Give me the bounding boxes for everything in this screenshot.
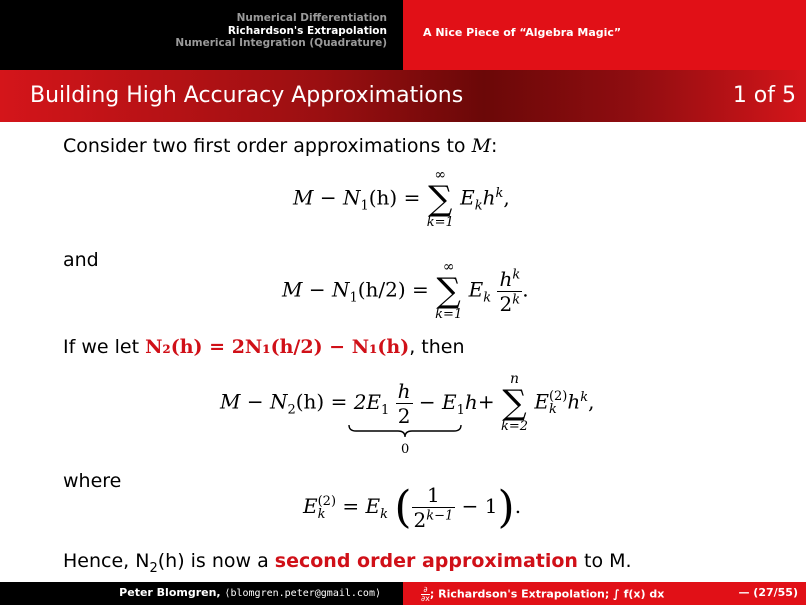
nav-section-numerical-differentiation[interactable]: Numerical Differentiation — [236, 12, 387, 24]
hence-prefix: Hence, N — [63, 550, 150, 572]
eq2-frac-den: 2 — [499, 291, 513, 316]
eq4-eq: = E — [336, 494, 381, 518]
nav-section-richardsons-extrapolation[interactable]: Richardson's Extrapolation — [227, 24, 387, 37]
eq2-frac-num-sup: k — [512, 266, 521, 282]
underbrace-icon — [348, 424, 462, 438]
eq3-term-h: h — [567, 389, 581, 414]
eq4-fraction — [412, 483, 456, 532]
eq1-sum-lower: k=1 — [426, 215, 454, 230]
equation-4 — [303, 482, 521, 533]
eq3-brace-b-sub: 1 — [456, 402, 465, 418]
subsection-panel — [403, 0, 806, 70]
frame-title: Building High Accuracy Approximations — [30, 83, 464, 108]
eq1-term-sub: k — [474, 198, 483, 214]
nav-section-numerical-integration[interactable]: Numerical Integration (Quadrature) — [175, 37, 387, 49]
eq3-lhs: M − N — [220, 389, 288, 414]
nav-subsection-algebra-magic[interactable]: A Nice Piece of “Algebra Magic” — [423, 26, 622, 39]
eq3-brace-fraction — [396, 379, 413, 428]
eq2-sum — [435, 260, 462, 322]
eq2-fraction — [497, 267, 522, 316]
eq1-term-h: h — [482, 185, 496, 210]
eq2-lhs-sub: 1 — [349, 290, 358, 306]
let-sentence — [63, 336, 465, 358]
eq3-brace-b: − E — [412, 389, 457, 414]
eq2-term: E — [468, 277, 484, 302]
eq4-lhs-sub: k — [317, 506, 326, 522]
eq3-term-sub: k — [548, 402, 557, 417]
eq2-frac-num: h — [499, 266, 513, 291]
frame-title-bar — [0, 70, 806, 122]
eq1-term: E — [460, 185, 475, 210]
intro-variable: M — [471, 135, 492, 157]
eq2-sum-lower: k=1 — [435, 307, 463, 322]
eq3-plus: + — [477, 389, 495, 414]
equation-1 — [293, 168, 510, 230]
right-paren-icon: ) — [497, 482, 515, 533]
eq2-end: . — [522, 277, 529, 302]
intro-text: Consider two first order approximations to — [63, 135, 472, 157]
eq4-minus-one: − 1 — [455, 494, 498, 518]
where-text: where — [63, 470, 122, 492]
eq4-frac-den-sup: k−1 — [426, 508, 454, 524]
eq3-term-hsup: k — [580, 389, 589, 405]
intro-colon: : — [491, 135, 498, 157]
eq4-frac-den: 2 — [413, 508, 427, 532]
footer-deriv-den: ∂x — [421, 594, 430, 603]
eq3-lhs-arg: (h) = — [295, 389, 348, 414]
let-suffix: , then — [409, 336, 465, 358]
left-paren-icon: ( — [394, 482, 412, 533]
eq2-term-sub: k — [483, 290, 492, 306]
footer-deriv-num: ∂ — [421, 586, 430, 595]
eq4-lhs: E — [303, 494, 318, 518]
eq3-brace-a: 2E — [353, 389, 382, 414]
and-text: and — [63, 249, 99, 271]
eq1-lhs-sub: 1 — [360, 198, 369, 214]
eq3-term: E — [534, 389, 549, 414]
eq1-term-sup: k — [495, 185, 504, 201]
let-definition-highlight: N₂(h) = 2N₁(h/2) − N₁(h) — [145, 336, 410, 358]
footer-topic — [421, 586, 664, 605]
eq2-frac-den-sup: k — [512, 291, 521, 307]
eq4-frac-num: 1 — [412, 483, 456, 508]
hence-sentence — [63, 550, 632, 576]
hence-suffix: to M. — [577, 550, 632, 572]
footer-author — [0, 582, 403, 605]
navigation-bar — [0, 0, 806, 70]
footer-author-name: Peter Blomgren, — [119, 586, 225, 599]
equation-2 — [282, 260, 529, 322]
eq1-sum-upper: ∞ — [434, 167, 447, 183]
eq2-lhs: M − N — [282, 277, 350, 302]
eq3-end: , — [588, 389, 595, 414]
hence-arg: (h) is now a — [157, 550, 275, 572]
sigma-icon: ∑ — [436, 271, 461, 311]
section-list — [0, 0, 403, 70]
eq4-lhs-sup: (2) — [317, 493, 337, 509]
eq1-sum — [427, 168, 454, 230]
hence-highlight: second order approximation — [274, 550, 578, 572]
hence-sub: 2 — [149, 560, 158, 576]
footer-info — [403, 582, 806, 605]
footer-bar — [0, 582, 806, 605]
let-prefix: If we let — [63, 336, 146, 358]
eq2-lhs-arg: (h/2) = — [357, 277, 429, 302]
underbrace-label: 0 — [401, 442, 410, 457]
eq4-lhs-scripts — [318, 495, 336, 521]
eq2-sum-upper: ∞ — [442, 259, 455, 275]
eq3-brace-frac-num: h — [397, 378, 411, 403]
eq3-sum — [501, 372, 528, 434]
eq1-lhs-arg: (h) = — [368, 185, 421, 210]
partial-derivative-icon — [421, 586, 430, 603]
eq3-sum-lower: k=2 — [500, 419, 528, 434]
eq3-underbraced-group — [354, 379, 478, 428]
eq3-term-sup: (2) — [548, 389, 568, 404]
footer-email: ⟨blomgren.peter@gmail.com⟩ — [224, 588, 381, 599]
eq3-brace-a-sub: 1 — [381, 402, 390, 418]
footer-topic-text: ; Richardson's Extrapolation; ∫ f(x) dx — [429, 587, 665, 601]
eq3-brace-c: h — [464, 389, 478, 414]
eq1-lhs: M − N — [293, 185, 361, 210]
sigma-icon: ∑ — [502, 383, 527, 423]
frame-page-count: 1 of 5 — [732, 83, 796, 108]
sigma-icon: ∑ — [428, 179, 453, 219]
eq3-brace-frac-den: 2 — [397, 403, 411, 428]
eq1-end: , — [503, 185, 510, 210]
footer-slide-number: — (27/55) — [738, 586, 798, 599]
eq4-eq-sub: k — [380, 507, 388, 522]
eq4-end: . — [514, 494, 522, 518]
eq3-sum-upper: n — [509, 371, 519, 387]
eq3-lhs-sub: 2 — [287, 402, 296, 418]
eq3-term-scripts — [549, 390, 567, 416]
intro-sentence — [63, 135, 497, 157]
